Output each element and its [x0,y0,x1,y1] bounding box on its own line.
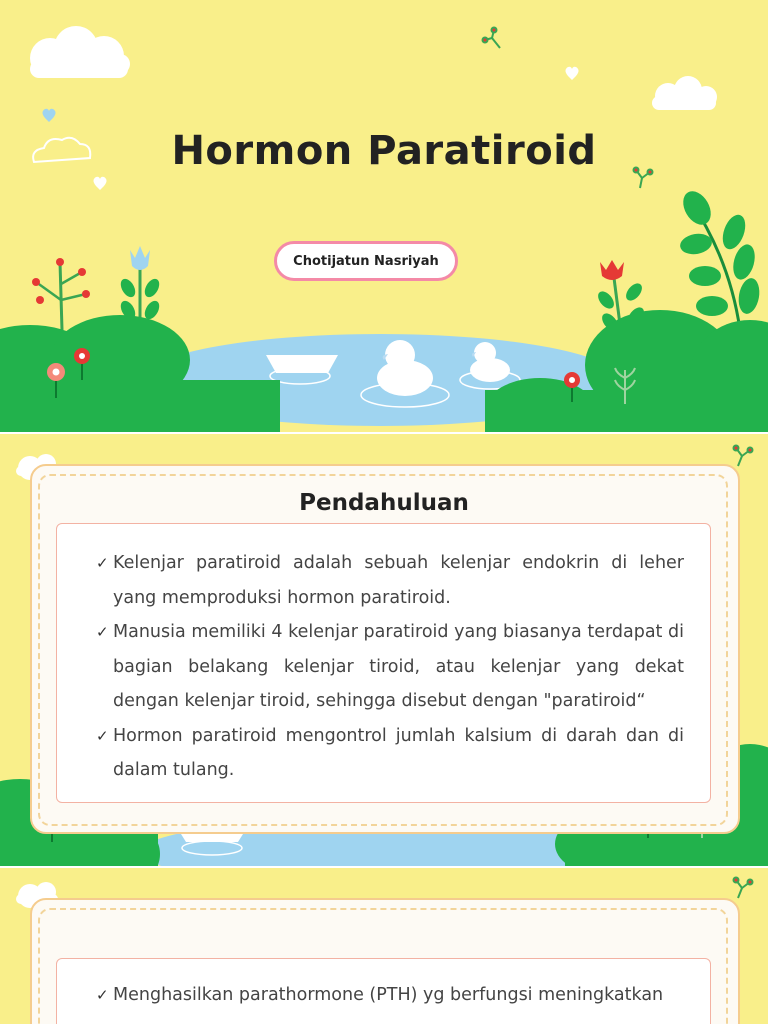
checkmark-icon: ✓ [96,986,109,1004]
intro-slide [0,434,768,866]
red-berry-plant-icon [32,258,90,330]
cloud-icon [30,26,130,78]
title-slide [0,0,768,432]
twig-icon [734,878,753,899]
list-item [96,978,684,1013]
content-slide [0,868,768,1024]
list-item [96,719,684,788]
list-item [96,615,684,719]
section-heading: Pendahuluan [299,490,469,516]
bullet-text: Hormon paratiroid mengontrol jumlah kalsium di darah dan di dalam tulang. [113,725,684,780]
bullet-list [96,546,684,788]
bullet-text: Manusia memiliki 4 kelenjar paratiroid yang biasanya terdapat di bagian belakang kelenjar tiroid, atau kelenjar yang dekat dengan kelenjar tiroid, sehingga disebut dengan "paratiroid“ [113,622,684,711]
bullet-text: Menghasilkan parathormone (PTH) yg berfungsi meningkatkan [113,985,664,1005]
cloud-icon [652,76,717,110]
checkmark-icon: ✓ [96,554,109,572]
bullet-list [96,978,684,1013]
author-name: Chotijatun Nasriyah [293,253,439,269]
bullet-text: Kelenjar paratiroid adalah sebuah kelenjar endokrin di leher yang memproduksi hormon paratiroid. [113,553,684,608]
checkmark-icon: ✓ [96,726,109,745]
author-badge [274,241,458,281]
presentation-title: Hormon Paratiroid [171,128,597,174]
leafy-plant-icon [678,186,762,330]
list-item [96,546,684,615]
checkmark-icon: ✓ [96,623,109,641]
garden-scene [0,0,768,432]
twig-icon [734,446,753,467]
